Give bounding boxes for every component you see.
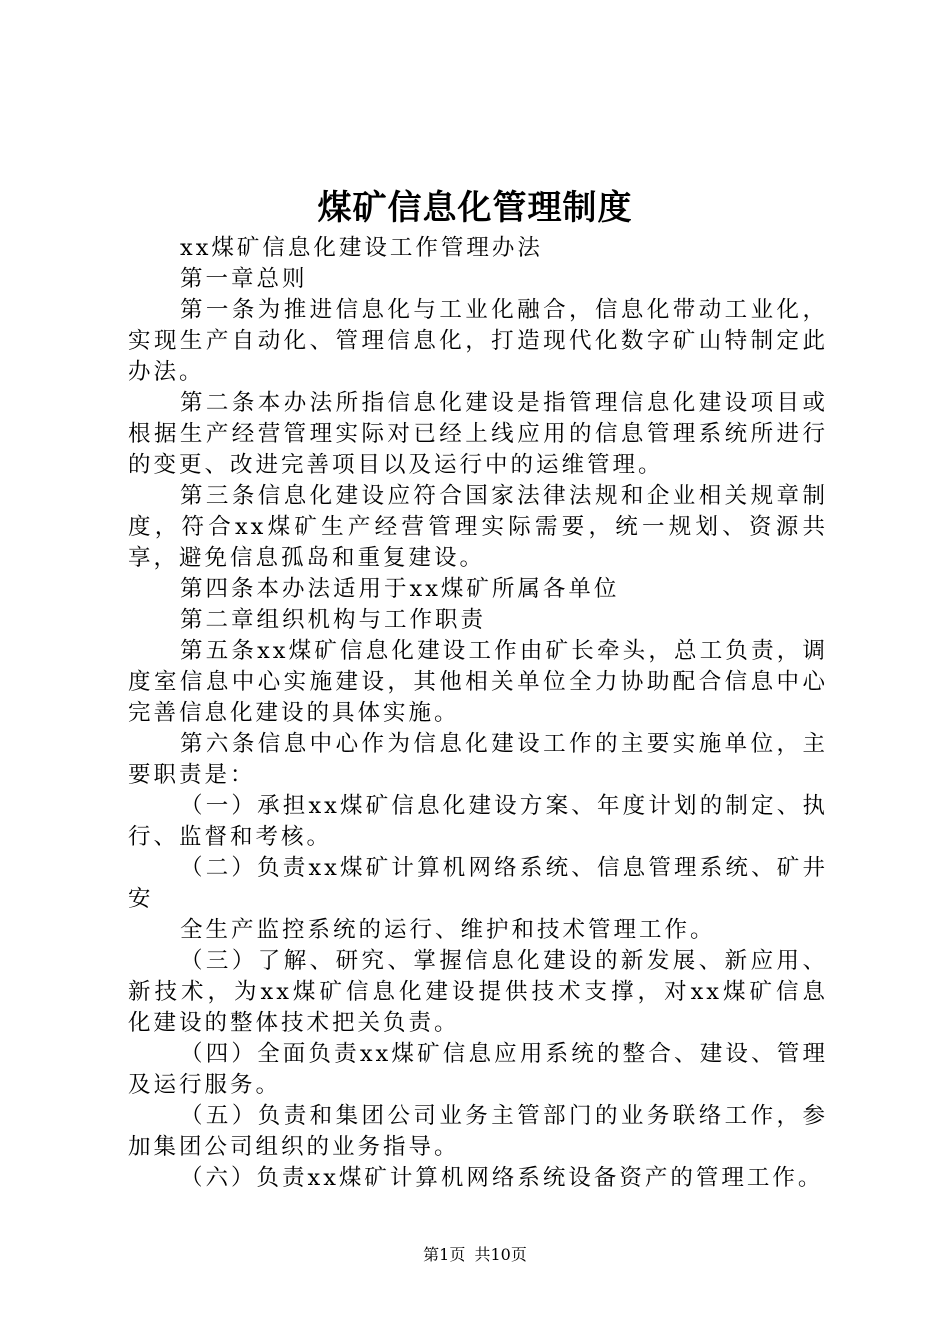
paragraph-item-4: （四）全面负责xx煤矿信息应用系统的整合、建设、管理及运行服务。 <box>128 1041 828 1098</box>
paragraph-item-1: （一）承担xx煤矿信息化建设方案、年度计划的制定、执行、监督和考核。 <box>128 793 828 850</box>
document-body <box>128 233 828 1194</box>
paragraph-article-4: 第四条本办法适用于xx煤矿所属各单位 <box>180 576 620 602</box>
page-number: 第1页 <box>423 1245 466 1264</box>
paragraph-article-1: 第一条为推进信息化与工业化融合，信息化带动工业化，实现生产自动化、管理信息化，打造现代化数字矿山特制定此办法。 <box>128 297 828 385</box>
page-total: 共10页 <box>474 1245 527 1264</box>
page-footer <box>0 1244 950 1266</box>
paragraph-chapter-1: 第一章总则 <box>180 266 308 292</box>
paragraph-item-6: （六）负责xx煤矿计算机网络系统设备资产的管理工作。 <box>180 1165 824 1191</box>
document-title: 煤矿信息化管理制度 <box>317 188 633 228</box>
paragraph-item-2: （二）负责xx煤矿计算机网络系统、信息管理系统、矿井安 <box>128 855 828 912</box>
paragraph-article-6: 第六条信息中心作为信息化建设工作的主要实施单位，主要职责是： <box>128 731 828 788</box>
paragraph-article-5: 第五条xx煤矿信息化建设工作由矿长牵头，总工负责，调度室信息中心实施建设，其他相关单位全力协助配合信息中心完善信息化建设的具体实施。 <box>128 638 828 726</box>
paragraph-article-2: 第二条本办法所指信息化建设是指管理信息化建设项目或根据生产经营管理实际对已经上线应用的信息管理系统所进行的变更、改进完善项目以及运行中的运维管理。 <box>128 390 828 478</box>
paragraph-subtitle: xx煤矿信息化建设工作管理办法 <box>180 235 543 261</box>
paragraph-item-3: （三）了解、研究、掌握信息化建设的新发展、新应用、新技术，为xx煤矿信息化建设提供技术支撑，对xx煤矿信息化建设的整体技术把关负责。 <box>128 948 828 1036</box>
paragraph-item-5: （五）负责和集团公司业务主管部门的业务联络工作，参加集团公司组织的业务指导。 <box>128 1103 828 1160</box>
paragraph-item-2-continued: 全生产监控系统的运行、维护和技术管理工作。 <box>180 917 716 943</box>
paragraph-chapter-2: 第二章组织机构与工作职责 <box>180 607 487 633</box>
paragraph-article-3: 第三条信息化建设应符合国家法律法规和企业相关规章制度，符合xx煤矿生产经营管理实际需要，统一规划、资源共享，避免信息孤岛和重复建设。 <box>128 483 828 571</box>
